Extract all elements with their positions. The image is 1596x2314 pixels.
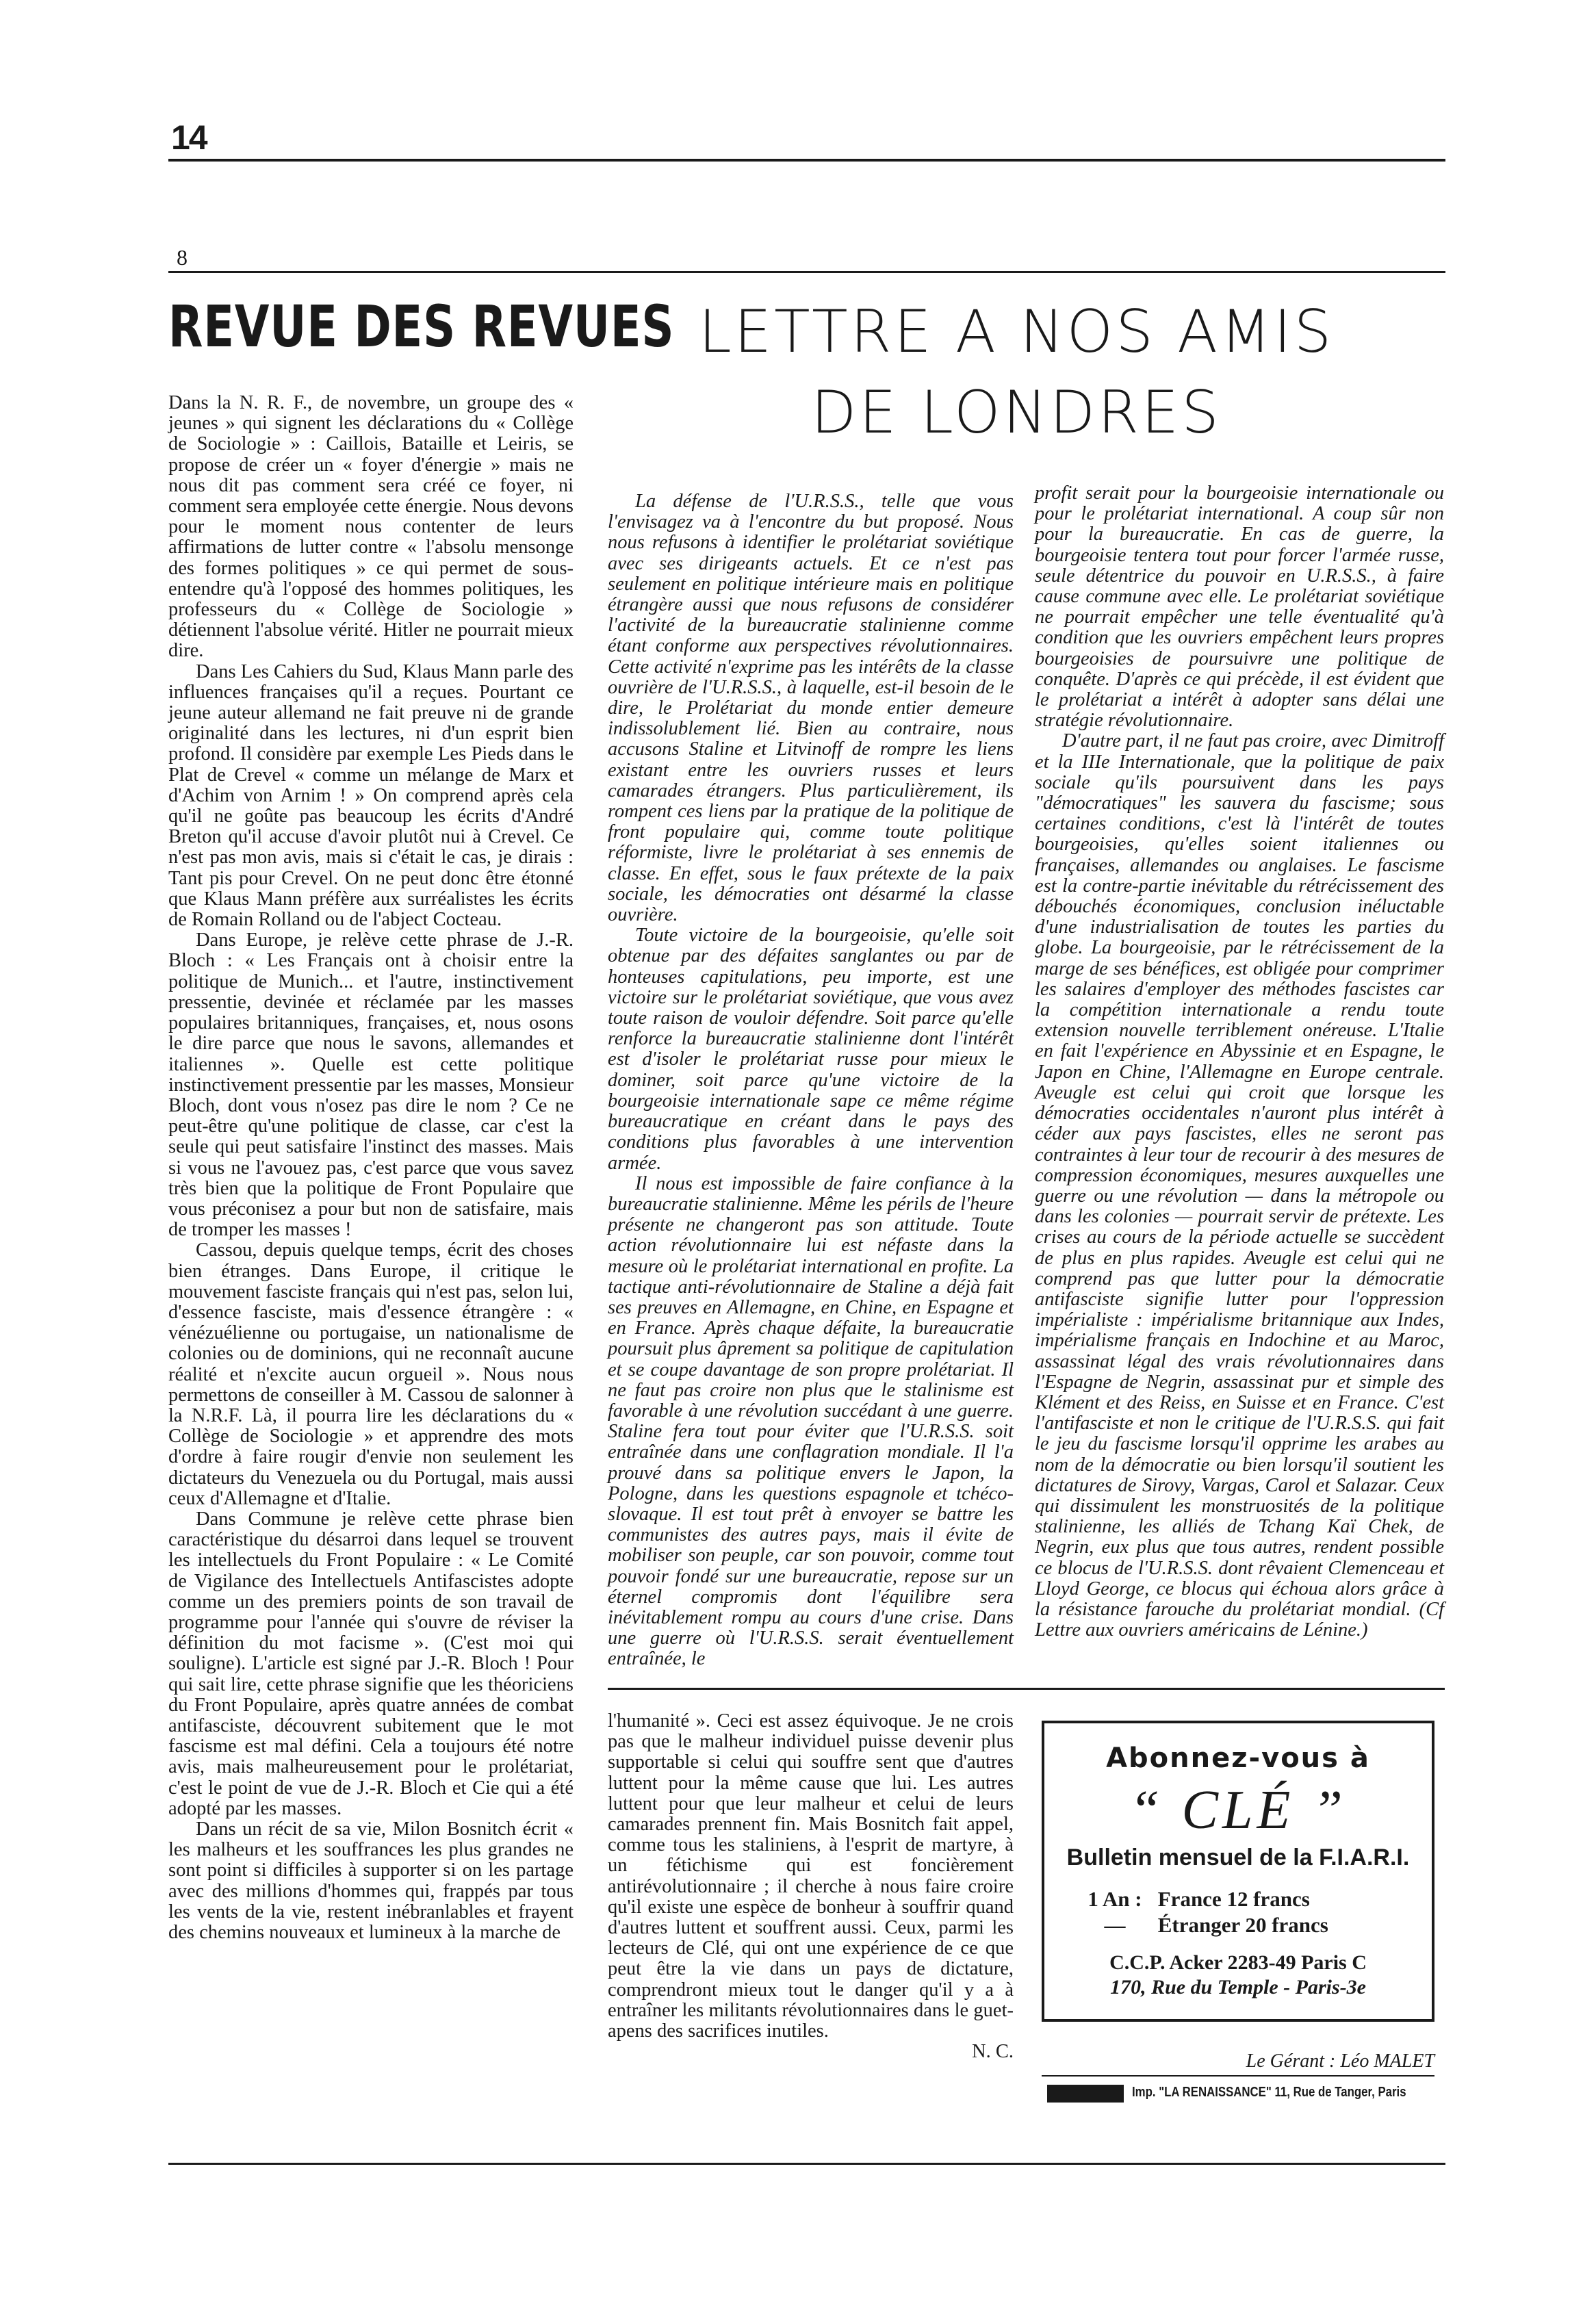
lettre-title-line2: DE LONDRES (811, 378, 1222, 447)
price-row (1077, 1912, 1399, 1938)
lettre-paragraph: Toute victoire de la bourgeoisie, qu'elle soit obtenue par des défaites sanglantes ou par de honteuses capitulations, peu importe, est une victoire sur le prolétariat soviétique, que vous avez toute raison de vouloir défendre. Soit parce qu'elle renforce la bureaucratie stalinienne dont l'intérêt est d'isoler le prolétariat russe pour mieux le dominer, soit parce qu'une victoire de la bourgeoisie internationale sape ce même régime bureaucratique en créant dans le pays des conditions plus favorables à une intervention armée. (608, 925, 1014, 1174)
revue-paragraph: Cassou, depuis quelque temps, écrit des choses bien étranges. Dans Europe, il critique le mouvement fasciste français qui n'est pas, selon lui, d'essence fasciste, mais d'essence étrangère : « vénézuélienne ou portugaise, un nationalisme de colonies ou de dominions, qui ne reconnaît aucune réalité et n'excite aucun orgueil ». Nous nous permettons de conseiller à M. Cassou de salonner à la N.R.F. Là, il pourra lire les déclarations du « Collège de Sociologie » et apprendre des mots d'ordre à faire rougir d'envie non seulement les dictateurs du Venezuela ou du Portugal, mais aussi ceux d'Allemagne et d'Italie. (168, 1239, 574, 1509)
gerant-rule (1042, 2075, 1434, 2077)
price-row (1077, 1886, 1399, 1912)
ad-prices (1077, 1886, 1399, 1938)
revue-paragraph: Dans un récit de sa vie, Milon Bosnitch écrit « les malheurs et les souffrances les plus grandes ne sont point si difficiles à supporter si on les partage avec des millions d'hommes qui, frappés par tous les vents de la vie, restent inébranlables et frayent des chemins nouveaux et lumineux à la marche de (168, 1818, 574, 1944)
lettre-paragraph: Il nous est impossible de faire confiance à la bureaucratie stalinienne. Même les périls de l'heure présente ne changeront pas son attitude. Toute action révolutionnaire lui est néfaste dans la mesure où le prolétariat international en profite. La tactique anti-révolutionnaire de Staline a déjà fait ses preuves en Allemagne, en Chine, en Espagne et en France. Après chaque défaite, la bureaucratie poursuit plus âprement sa politique de capitulation et se coupe davantage de son propre prolétariat. Il ne faut pas croire non plus que le stalinisme est favorable à une révolution succédant à une guerre. Staline fera tout pour éviter que l'U.R.S.S. soit entraînée dans une conflagration mondiale. Il l'a prouvé dans sa politique envers le Japon, la Pologne, dans les questions espagnole et tchéco-slovaque. Il est tout prêt à envoyer se battre les communistes des autres pays, mais il évite de mobiliser son peuple, car son pouvoir, comme tout pouvoir fondé sur une bureaucratie, repose sur un éternel compromis dont l'équilibre sera inévitablement rompu au cours d'une crise. Dans une guerre où l'U.R.S.S. serait éventuellement entraînée, le (608, 1172, 1014, 1670)
column-separator-rule (608, 1688, 1445, 1690)
revue-paragraph: Dans la N. R. F., de novembre, un groupe des « jeunes » qui signent les déclarations du « Collège de Sociologie » : Caillois, Bataille et Leiris, se propose de créer un « foyer d'énergie » mais ne nous dit pas comment sera créé ce foyer, ni comment sera employée cette énergie. Nous devons pour le moment nous contenter de leurs affirmations de lutter contre « l'absolu mensonge des formes politiques » ce qui permet de sous-entendre qu'à l'opposé des hommes politiques, les professeurs du « Collège de Sociologie » détiennent l'absolue vérité. Hitler ne pourrait mieux dire. (168, 392, 574, 662)
ad-title: “ CLÉ ” (1129, 1780, 1347, 1840)
ad-account: C.C.P. Acker 2283-49 Paris C (1109, 1951, 1367, 1974)
bottom-rule (168, 2163, 1445, 2165)
top-rule (168, 159, 1445, 162)
lettre-title-line1: LETTRE A NOS AMIS (698, 298, 1335, 366)
price-label: — (1104, 1913, 1126, 1937)
ad-ccp (1044, 1951, 1432, 2000)
revue-paragraph: Dans Europe, je relève cette phrase de J.-R. Bloch : « Les Français ont à choisir entre la politique de Munich... et l'autre, instinctivement pressentie, devinée et réclamée par les masses populaires britanniques, françaises, et, nous osons le dire parce que nous le savons, allemandes et italiennes ». Quelle est cette politique instinctivement pressentie par les masses, Monsieur Bloch, dont vous n'osez pas dire le nom ? Ce ne peut-être qu'une politique de classe, car c'est la seule qui peut satisfaire l'instinct des masses. Mais si vous ne l'avouez pas, c'est parce que vous savez très bien que la politique de Front Populaire que vous préconisez a pour but non de satisfaire, mais de tromper les masses ! (168, 929, 574, 1241)
revue-title: REVUE DES REVUES (168, 293, 675, 360)
subscription-ad (1042, 1721, 1434, 2022)
signature: N. C. (972, 2041, 1014, 2063)
price-value: Étranger 20 francs (1157, 1913, 1328, 1937)
gerant-line: Le Gérant : Léo MALET (1246, 2051, 1434, 2072)
page-number: 14 (171, 118, 207, 157)
revue-column (168, 393, 574, 1943)
revue-paragraph: l'humanité ». Ceci est assez équivoque. Je ne crois pas que le malheur individuel puisse devenir plus supportable si celui qui souffre sent que d'autres luttent pour la même cause que lui. Les autres luttent pour que leur malheur et celui de leurs camarades prennent fin. Mais Bosnitch fait appel, comme tous les staliniens, à l'esprit de martyre, à un fétichisme qui est foncièrement antirévolutionnaire ; il cherche à nous faire croire qu'il existe une espèce de bonheur à souffrir quand d'autres luttent et souffrent aussi. Ceux, parmi les lecteurs de Clé, qui ont une expérience de ce que peut être la vie dans un pays de dictature, comprendront mieux tout le danger qu'il y a à entraîner les militants révolutionnaires dans le guet-apens des sacrifices inutiles. (608, 1710, 1014, 2042)
ad-subtitle: Bulletin mensuel de la F.I.A.R.I. (1066, 1844, 1410, 1871)
revue-paragraph: Dans Commune je relève cette phrase bien caractéristique du désarroi dans lequel se trouvent les intellectuels du Front Populaire : « Le Comité de Vigilance des Intellectuels Antifascistes adopte comme un des premiers points de son travail de programme pour l'année qui s'ouvre de réviser la définition du mot facisme ». (C'est moi qui souligne). L'article est signé par J.-R. Bloch ! Pour qui sait lire, cette phrase signifie que les théoriciens du Front Populaire, après quatre années de combat antifasciste, découvrent subitement que le mot fascisme est mal défini. Cela a toujours été notre avis, mais malheureusement pour le prolétariat, c'est le point de vue de J.-R. Bloch et Cie qui a été adopté par les masses. (168, 1508, 574, 1819)
printer-imprint: Imp. "LA RENAISSANCE" 11, Rue de Tanger, Paris (1132, 2085, 1406, 2100)
section-rule (168, 271, 1445, 273)
ad-address: 170, Rue du Temple - Paris-3e (1110, 1976, 1366, 1998)
lettre-title (595, 292, 1437, 453)
lettre-column-right (1035, 483, 1444, 1641)
lettre-paragraph: profit serait pour la bourgeoisie internationale ou pour le prolétariat international. A coup sûr non pour la bureaucratie. En cas de guerre, la bourgeoisie tentera tout pour forcer l'armée russe, seule détentrice du pouvoir en U.R.S.S., à faire cause commune avec elle. Le prolétariat soviétique ne pourrait empêcher une telle éventualité qu'à condition que les ouvriers empêchent leurs propres bourgeoisies de poursuivre une politique de conquête. D'après ce qui précède, il est évident que le prolétariat a intérêt à adopter sans délai une stratégie révolutionnaire. (1035, 483, 1444, 732)
ad-line1: Abonnez-vous à (1106, 1743, 1370, 1774)
price-value: France 12 francs (1157, 1887, 1310, 1911)
revue-paragraph: Dans Les Cahiers du Sud, Klaus Mann parle des influences françaises qu'il a reçues. Pourtant ce jeune auteur allemand ne fait preuve ni de grande originalité dans les lectures, ni d'un esprit bien profond. Il considère par exemple Les Pieds dans le Plat de Crevel « comme un mélange de Marx et d'Achim von Arnim ! » On comprend après cela qu'il ne goûte pas beaucoup les écrits d'André Breton qu'il accuse d'avoir plutôt nui à Crevel. Ce n'est pas mon avis, mais si c'était le cas, je dirais : Tant pis pour Crevel. On ne peut donc être étonné que Klaus Mann préfère aux surréalistes les écrits de Romain Rolland ou de l'abject Cocteau. (168, 660, 574, 931)
lettre-column-left (608, 491, 1014, 1670)
revue-continuation (608, 1711, 1014, 2062)
lettre-paragraph: D'autre part, il ne faut pas croire, avec Dimitroff et la IIIe Internationale, que la politique de paix sociale qu'ils poursuivent dans les pays "démocratiques" les sauvera du fascisme; sous certaines conditions, c'est là l'intérêt de toutes bourgeoisies, qu'elles soient italiennes ou françaises, allemandes ou anglaises. Le fascisme est la contre-partie inévitable du rétrécissement des débouchés économiques, conclusion inéluctable d'une industrialisation de toutes les parties du globe. La bourgeoisie, par le rétrécissement de la marge de ses bénéfices, est obligée pour comprimer les salaires d'employer des méthodes fascistes car la compétition internationale a rendu toute extension nouvelle terriblement onéreuse. L'Italie en fait l'expérience en Abyssinie et en Espagne, le Japon en Chine, l'Allemagne en Europe centrale. Aveugle est celui qui croit que lorsque les démocraties occidentales n'auront plus intérêt à céder aux pays fascistes, elles ne seront pas contraintes à leur tour de recourir à des mesures de compression économiques, mesures auxquelles une guerre ou une révolution — dans la métropole ou dans les colonies — pourrait servir de prétexte. Les crises au cours de la période actuelle se succèdent de plus en plus rapides. Aveugle est celui qui ne comprend pas que lutter pour la démocratie antifasciste signifie lutter pour l'oppression impérialiste : impérialisme britannique aux Indes, impérialisme français en Indochine et au Maroc, assassinat légal des vrais révolutionnaires dans l'Espagne de Negrin, assassinat pur et simple des Klément et des Reiss, en Suisse et en France. C'est l'antifasciste et non le critique de l'U.R.S.S. qui fait le jeu du fascisme lorsqu'il opprime les arabes au nom de la démocratie ou bien lorsqu'il soutient les dictatures de Sirovy, Vargas, Carol et Salazar. Ceux qui dissimulent les monstruosités de la politique stalinienne, les alliés de Tchang Kaï Chek, de Negrin, eux plus que tous autres, rendent possible ce blocus de l'U.R.S.S. dont rêvaient Clemenceau et Lloyd George, ce blocus qui échoua alors grâce à la résistance farouche du prolétariat mondial. (Cf Lettre aux ouvriers américains de Lénine.) (1035, 730, 1444, 1641)
lettre-paragraph: La défense de l'U.R.S.S., telle que vous l'envisagez va à l'encontre du but proposé. Nous nous refusons à identifier le prolétariat soviétique avec ses dirigeants actuels. Et ce n'est pas seulement en politique intérieure mais en politique étrangère aussi que nous refusons de considérer l'activité de la bureaucratie stalinienne comme étant conforme aux perspectives révolutionnaires. Cette activité n'exprime pas les intérêts de la classe ouvrière de l'U.R.S.S., à laquelle, est-il besoin de le dire, le Prolétariat du monde entier demeure indissolublement lié. Bien au contraire, nous accusons Staline et Litvinoff de rompre les liens existant entre les ouvriers russes et leurs camarades étrangers. Plus particulièrement, ils rompent ces liens par la pratique de la politique de front populaire qui, comme toute politique réformiste, livre le prolétariat à ses ennemis de classe. En effet, sous le faux prétexte de la paix sociale, les démocraties ont désarmé la classe ouvrière. (608, 491, 1014, 926)
printer-logo-icon (1047, 2085, 1124, 2103)
section-mark: 8 (177, 245, 188, 270)
price-label: 1 An : (1087, 1887, 1142, 1911)
